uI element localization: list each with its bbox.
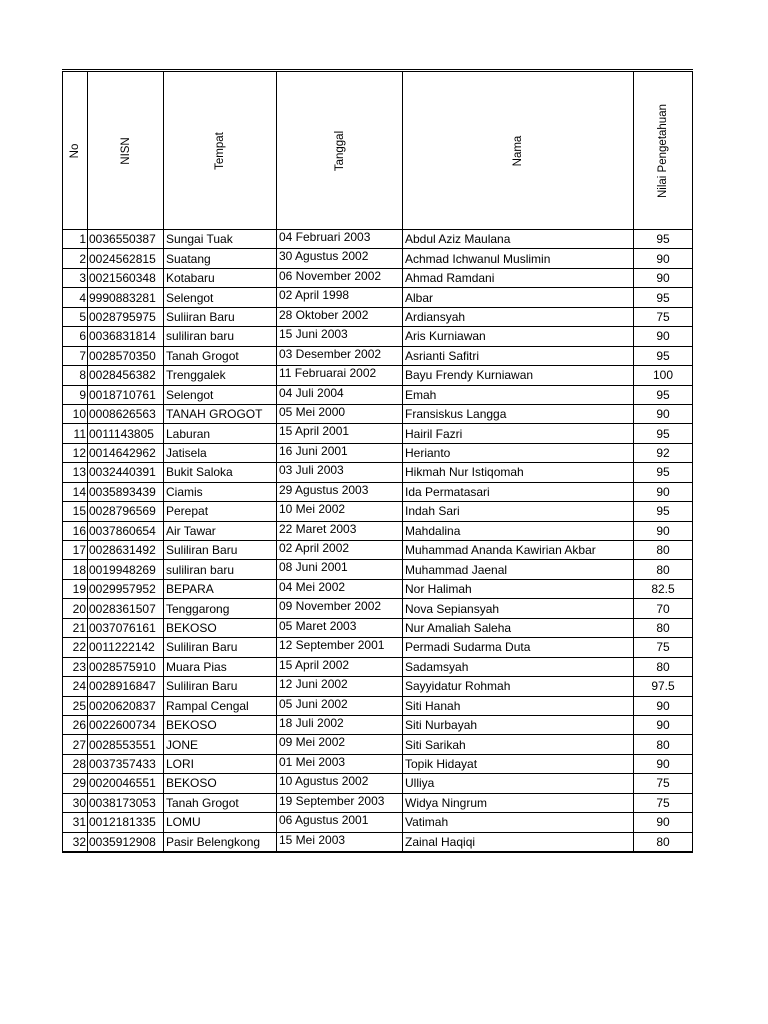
cell-tanggal: 09 November 2002 [277,599,403,618]
cell-nama: Siti Nurbayah [403,715,634,734]
cell-nisn: 0022600734 [88,715,164,734]
header-nilai [634,71,693,230]
cell-no: 14 [63,482,88,501]
cell-tempat: BEKOSO [164,774,277,793]
table-row [63,832,693,852]
cell-nilai: 75 [634,793,693,812]
cell-no: 32 [63,832,88,852]
cell-no: 13 [63,463,88,482]
cell-nisn: 0028631492 [88,541,164,560]
table-row [63,677,693,696]
cell-nilai: 95 [634,230,693,249]
cell-nama: Hikmah Nur Istiqomah [403,463,634,482]
cell-no: 15 [63,502,88,521]
cell-tanggal: 18 Juli 2002 [277,715,403,734]
table-row [63,618,693,637]
cell-tempat: Air Tawar [164,521,277,540]
cell-tempat: Suliliran Baru [164,677,277,696]
student-table [62,69,693,853]
header-tanggal [277,71,403,230]
cell-nisn: 0028795975 [88,307,164,326]
table-row [63,696,693,715]
cell-tanggal: 09 Mei 2002 [277,735,403,754]
table-row [63,754,693,773]
cell-nisn: 0028456382 [88,366,164,385]
cell-tempat: BEKOSO [164,715,277,734]
cell-nilai: 82.5 [634,579,693,598]
cell-tempat: Tanah Grogot [164,346,277,365]
cell-nisn: 0029957952 [88,579,164,598]
header-tempat-label: Tempat [214,131,226,170]
cell-tempat: suliliran baru [164,560,277,579]
cell-tempat: BEKOSO [164,618,277,637]
cell-nisn: 0037076161 [88,618,164,637]
cell-nilai: 80 [634,560,693,579]
cell-tanggal: 15 April 2002 [277,657,403,676]
cell-nisn: 0032440391 [88,463,164,482]
cell-nama: Siti Hanah [403,696,634,715]
table-row [63,443,693,462]
cell-tempat: TANAH GROGOT [164,404,277,423]
header-tanggal-label: Tanggal [333,130,346,171]
cell-no: 3 [63,268,88,287]
cell-tanggal: 11 Februarai 2002 [277,366,403,385]
cell-tempat: Tenggarong [164,599,277,618]
cell-nilai: 90 [634,696,693,715]
cell-nisn: 0028916847 [88,677,164,696]
cell-nama: Ahmad Ramdani [403,268,634,287]
cell-nisn: 0024562815 [88,249,164,268]
student-grade-sheet [62,69,692,853]
cell-nama: Vatimah [403,813,634,832]
cell-tanggal: 03 Desember 2002 [277,346,403,365]
cell-tanggal: 10 Mei 2002 [277,502,403,521]
cell-no: 23 [63,657,88,676]
cell-no: 8 [63,366,88,385]
cell-nilai: 75 [634,638,693,657]
cell-tanggal: 22 Maret 2003 [277,521,403,540]
cell-tanggal: 02 April 1998 [277,288,403,307]
table-row [63,735,693,754]
table-row [63,502,693,521]
cell-tempat: Perepat [164,502,277,521]
table-row [63,560,693,579]
cell-tanggal: 05 Juni 2002 [277,696,403,715]
cell-nilai: 90 [634,268,693,287]
header-tempat [164,71,277,230]
cell-no: 10 [63,404,88,423]
cell-tanggal: 01 Mei 2003 [277,754,403,773]
cell-nisn: 0011222142 [88,638,164,657]
cell-no: 7 [63,346,88,365]
cell-nisn: 0011143805 [88,424,164,443]
table-row [63,521,693,540]
table-row [63,715,693,734]
cell-tanggal: 08 Juni 2001 [277,560,403,579]
cell-nisn: 0036550387 [88,230,164,249]
cell-no: 30 [63,793,88,812]
cell-tanggal: 12 Juni 2002 [277,677,403,696]
table-row [63,579,693,598]
cell-tempat: Pasir Belengkong [164,832,277,852]
cell-tempat: Tanah Grogot [164,793,277,812]
cell-nilai: 90 [634,327,693,346]
cell-nisn: 0037357433 [88,754,164,773]
cell-nama: Nor Halimah [403,579,634,598]
cell-tanggal: 12 September 2001 [277,638,403,657]
cell-tempat: Selengot [164,385,277,404]
table-row [63,288,693,307]
cell-tempat: Selengot [164,288,277,307]
header-no [63,71,88,230]
cell-tempat: Sungai Tuak [164,230,277,249]
cell-nisn: 0012181335 [88,813,164,832]
cell-no: 2 [63,249,88,268]
cell-tempat: LOMU [164,813,277,832]
cell-tempat: Suatang [164,249,277,268]
cell-nilai: 90 [634,754,693,773]
cell-no: 25 [63,696,88,715]
cell-nilai: 95 [634,385,693,404]
cell-nisn: 0028570350 [88,346,164,365]
cell-nama: Siti Sarikah [403,735,634,754]
table-row [63,249,693,268]
cell-no: 12 [63,443,88,462]
header-nisn-label: NISN [119,136,132,165]
cell-tempat: suliliran baru [164,327,277,346]
cell-nama: Sayyidatur Rohmah [403,677,634,696]
cell-tempat: Laburan [164,424,277,443]
cell-nisn: 0028553551 [88,735,164,754]
cell-nisn: 0028575910 [88,657,164,676]
cell-tempat: Bukit Saloka [164,463,277,482]
cell-no: 11 [63,424,88,443]
table-row [63,638,693,657]
table-row [63,404,693,423]
cell-nama: Achmad Ichwanul Muslimin [403,249,634,268]
cell-nama: Herianto [403,443,634,462]
cell-tanggal: 04 Mei 2002 [277,579,403,598]
header-nisn [88,71,164,230]
cell-nilai: 70 [634,599,693,618]
cell-no: 16 [63,521,88,540]
cell-no: 20 [63,599,88,618]
cell-tempat: Trenggalek [164,366,277,385]
cell-nisn: 9990883281 [88,288,164,307]
cell-nilai: 90 [634,404,693,423]
cell-nilai: 95 [634,463,693,482]
cell-nama: Asrianti Safitri [403,346,634,365]
cell-nilai: 95 [634,424,693,443]
cell-nilai: 80 [634,735,693,754]
cell-tanggal: 06 Agustus 2001 [277,813,403,832]
cell-nilai: 90 [634,521,693,540]
cell-tanggal: 30 Agustus 2002 [277,249,403,268]
cell-nilai: 90 [634,482,693,501]
cell-nama: Aris Kurniawan [403,327,634,346]
cell-nisn: 0035893439 [88,482,164,501]
cell-tempat: Suliliran Baru [164,541,277,560]
cell-nisn: 0028796569 [88,502,164,521]
cell-nisn: 0028361507 [88,599,164,618]
cell-no: 17 [63,541,88,560]
header-nilai-label: Nilai Pengetahuan [657,103,669,198]
cell-tanggal: 28 Oktober 2002 [277,307,403,326]
cell-tanggal: 06 November 2002 [277,268,403,287]
cell-nama: Sadamsyah [403,657,634,676]
cell-tanggal: 04 Februari 2003 [277,230,403,249]
cell-no: 6 [63,327,88,346]
cell-no: 22 [63,638,88,657]
cell-no: 31 [63,813,88,832]
cell-nama: Abdul Aziz Maulana [403,230,634,249]
cell-tanggal: 05 Mei 2000 [277,404,403,423]
cell-tanggal: 15 Juni 2003 [277,327,403,346]
cell-tempat: Suliliran Baru [164,638,277,657]
table-row [63,385,693,404]
cell-tanggal: 15 April 2001 [277,424,403,443]
cell-tanggal: 16 Juni 2001 [277,443,403,462]
cell-nilai: 90 [634,813,693,832]
cell-nisn: 0021560348 [88,268,164,287]
cell-tempat: BEPARA [164,579,277,598]
cell-nama: Ardiansyah [403,307,634,326]
cell-nama: Indah Sari [403,502,634,521]
cell-tempat: LORI [164,754,277,773]
table-row [63,230,693,249]
header-row [63,71,693,230]
cell-no: 5 [63,307,88,326]
cell-no: 28 [63,754,88,773]
cell-nilai: 95 [634,288,693,307]
cell-nama: Zainal Haqiqi [403,832,634,852]
cell-nilai: 75 [634,774,693,793]
header-nama [403,71,634,230]
cell-tanggal: 02 April 2002 [277,541,403,560]
cell-tempat: Ciamis [164,482,277,501]
cell-nisn: 0020620837 [88,696,164,715]
cell-no: 27 [63,735,88,754]
cell-nilai: 90 [634,715,693,734]
table-row [63,541,693,560]
cell-nama: Permadi Sudarma Duta [403,638,634,657]
cell-tempat: Rampal Cengal [164,696,277,715]
cell-tanggal: 10 Agustus 2002 [277,774,403,793]
cell-no: 18 [63,560,88,579]
cell-no: 4 [63,288,88,307]
cell-tanggal: 04 Juli 2004 [277,385,403,404]
cell-no: 9 [63,385,88,404]
cell-no: 26 [63,715,88,734]
cell-nilai: 80 [634,657,693,676]
cell-nama: Widya Ningrum [403,793,634,812]
cell-nisn: 0020046551 [88,774,164,793]
cell-nama: Bayu Frendy Kurniawan [403,366,634,385]
cell-nama: Fransiskus Langga [403,404,634,423]
cell-no: 29 [63,774,88,793]
table-row [63,813,693,832]
header-nama-label: Nama [512,135,524,166]
table-row [63,793,693,812]
cell-tempat: Jatisela [164,443,277,462]
cell-tanggal: 05 Maret 2003 [277,618,403,637]
cell-nama: Emah [403,385,634,404]
cell-nisn: 0038173053 [88,793,164,812]
cell-tanggal: 19 September 2003 [277,793,403,812]
table-row [63,327,693,346]
table-row [63,657,693,676]
cell-nisn: 0008626563 [88,404,164,423]
cell-no: 1 [63,230,88,249]
cell-nama: Albar [403,288,634,307]
cell-nama: Hairil Fazri [403,424,634,443]
cell-nisn: 0035912908 [88,832,164,852]
table-row [63,774,693,793]
cell-nisn: 0019948269 [88,560,164,579]
cell-tempat: Suliiran Baru [164,307,277,326]
cell-nama: Nova Sepiansyah [403,599,634,618]
table-row [63,366,693,385]
table-row [63,424,693,443]
table-row [63,268,693,287]
header-no-label: No [69,143,81,158]
cell-tanggal: 29 Agustus 2003 [277,482,403,501]
cell-nama: Ulliya [403,774,634,793]
cell-nilai: 80 [634,541,693,560]
cell-nilai: 92 [634,443,693,462]
cell-nilai: 97.5 [634,677,693,696]
cell-nama: Nur Amaliah Saleha [403,618,634,637]
cell-nilai: 90 [634,249,693,268]
cell-nilai: 75 [634,307,693,326]
cell-nama: Muhammad Ananda Kawirian Akbar [403,541,634,560]
cell-nisn: 0018710761 [88,385,164,404]
cell-nilai: 95 [634,346,693,365]
table-row [63,346,693,365]
cell-nisn: 0036831814 [88,327,164,346]
cell-nama: Ida Permatasari [403,482,634,501]
table-row [63,463,693,482]
table-row [63,482,693,501]
cell-tanggal: 03 Juli 2003 [277,463,403,482]
cell-tanggal: 15 Mei 2003 [277,832,403,852]
cell-nilai: 95 [634,502,693,521]
cell-nama: Muhammad Jaenal [403,560,634,579]
table-row [63,599,693,618]
cell-nilai: 80 [634,832,693,852]
cell-tempat: JONE [164,735,277,754]
cell-nama: Mahdalina [403,521,634,540]
cell-tempat: Kotabaru [164,268,277,287]
cell-nama: Topik Hidayat [403,754,634,773]
cell-nilai: 100 [634,366,693,385]
cell-no: 21 [63,618,88,637]
cell-nisn: 0014642962 [88,443,164,462]
cell-nisn: 0037860654 [88,521,164,540]
cell-no: 24 [63,677,88,696]
table-row [63,307,693,326]
cell-nilai: 80 [634,618,693,637]
cell-tempat: Muara Pias [164,657,277,676]
cell-no: 19 [63,579,88,598]
